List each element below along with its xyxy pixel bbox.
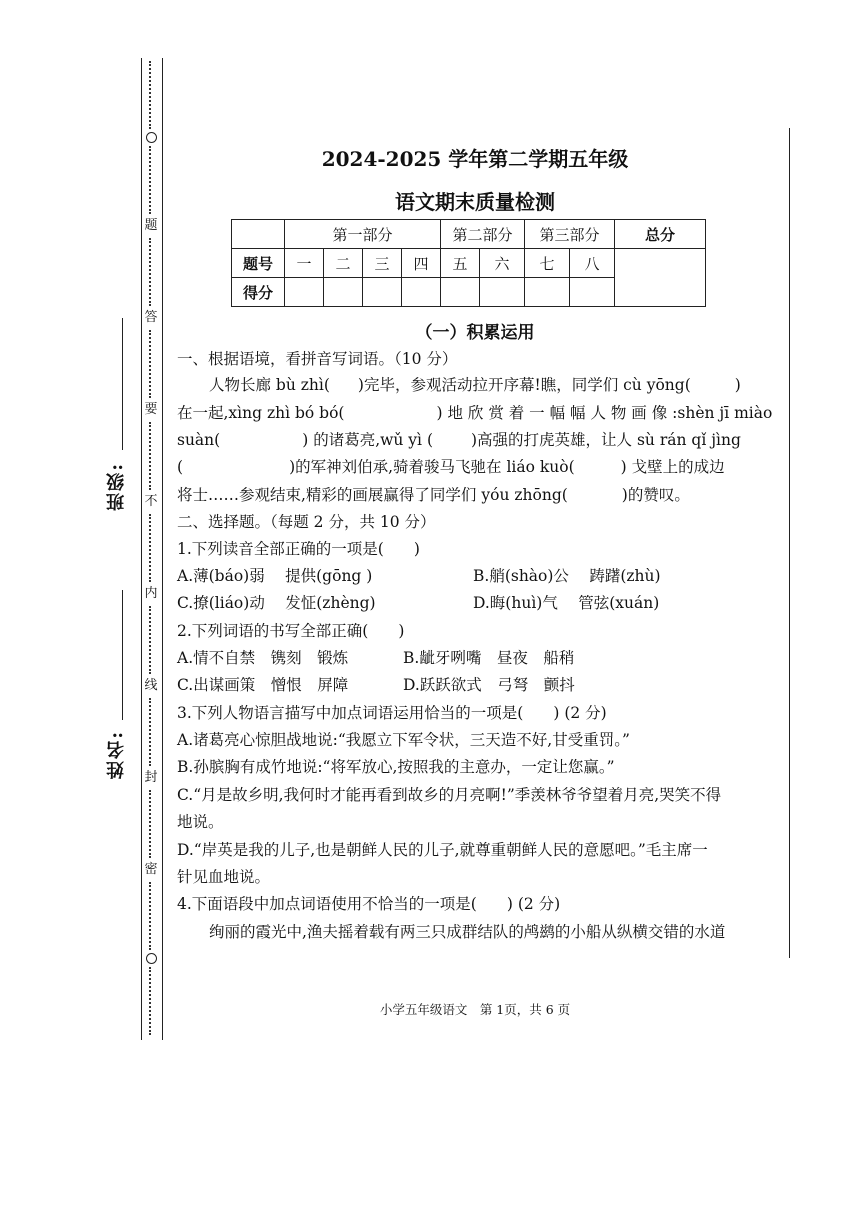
option-d[interactable]: D.“岸英是我的儿子,也是朝鲜人民的儿子,就尊重朝鲜人民的意愿吧。”毛主席一 [177, 841, 708, 859]
option-d-cont: 针见血地说。 [177, 868, 271, 886]
sub-question-2: 2.下列词语的书写全部正确( ) [177, 622, 405, 640]
q1-line: 将士……参观结束,精彩的画展赢得了同学们 yóu zhōng( )的赞叹。 [177, 486, 690, 504]
option-c[interactable]: C.出谋画策 憎恨 屏障 [177, 676, 349, 694]
ring-icon [146, 953, 157, 964]
option-row [177, 648, 777, 668]
option-row [177, 566, 777, 586]
score-cell[interactable] [441, 278, 480, 307]
score-cell[interactable] [480, 278, 525, 307]
margin-line-inner [162, 58, 163, 1040]
option-d[interactable]: D.晦(huì)气 管弦(xuán) [473, 594, 660, 612]
seal-line [144, 58, 158, 1038]
score-cell[interactable] [525, 278, 570, 307]
total-header: 总分 [615, 220, 706, 249]
row-label-number: 题号 [232, 249, 285, 278]
score-cell[interactable] [363, 278, 402, 307]
option-a[interactable]: A.薄(báo)弱 提供(gōng ) [177, 567, 373, 585]
question-number: 五 [441, 249, 480, 278]
question-number: 一 [285, 249, 324, 278]
question-number: 七 [525, 249, 570, 278]
question-number: 三 [363, 249, 402, 278]
question-number: 六 [480, 249, 525, 278]
option-row [177, 675, 777, 695]
part1-header: 第一部分 [285, 220, 441, 249]
ring-icon [146, 132, 157, 143]
q1-line: ( )的军神刘伯承,骑着骏马飞驰在 liáo kuò( ) 戈壁上的成边 [177, 458, 725, 476]
page-edge-line [789, 128, 790, 958]
seal-char: 答 [144, 310, 158, 325]
option-c[interactable]: C.“月是故乡明,我何时才能再看到故乡的月亮啊!”季羡林爷爷望着月亮,哭笑不得 [177, 786, 722, 804]
class-underline [122, 318, 123, 450]
option-c[interactable]: C.撩(liáo)动 发怔(zhèng) [177, 594, 376, 612]
seal-char: 题 [144, 218, 158, 233]
sub-question-3: 3.下列人物语言描写中加点词语运用恰当的一项是( ) (2 分) [177, 704, 607, 722]
question-number: 八 [570, 249, 615, 278]
margin-line-outer [141, 58, 142, 1040]
section-title: （一）积累运用 [415, 323, 535, 343]
seal-char: 密 [144, 862, 158, 877]
name-underline [122, 590, 123, 720]
option-b[interactable]: B.孙膑胸有成竹地说:“将军放心,按照我的主意办，一定让您赢。” [177, 758, 615, 776]
q2-heading: 二、选择题。（每题 2 分，共 10 分） [177, 513, 436, 531]
option-b[interactable]: B.艄(shào)公 踌躇(zhù) [473, 567, 661, 585]
question-number: 二 [324, 249, 363, 278]
part3-header: 第三部分 [525, 220, 615, 249]
option-a[interactable]: A.情不自禁 镌刻 锻炼 [177, 649, 349, 667]
part2-header: 第二部分 [441, 220, 525, 249]
option-row [177, 593, 777, 613]
score-cell[interactable] [402, 278, 441, 307]
seal-char: 要 [144, 402, 158, 417]
option-b[interactable]: B.龇牙咧嘴 昼夜 船稍 [403, 649, 575, 667]
table-row [232, 249, 706, 278]
seal-char: 不 [144, 494, 158, 509]
score-cell[interactable] [285, 278, 324, 307]
name-label: 姓名: [106, 730, 127, 779]
q1-line: 人物长廊 bù zhì( )完毕，参观活动拉开序幕!瞧，同学们 cù yōng( ) [209, 376, 741, 394]
seal-char: 内 [144, 586, 158, 601]
q1-line: suàn( ) 的诸葛亮,wǔ yì ( )高强的打虎英雄，让人 sù rán qǐ jìng [177, 431, 741, 449]
seal-char: 线 [144, 678, 158, 693]
option-a[interactable]: A.诸葛亮心惊胆战地说:“我愿立下军令状，三天造不好,甘受重罚。” [177, 731, 630, 749]
seal-char: 封 [144, 770, 158, 785]
row-label-score: 得分 [232, 278, 285, 307]
passage-text: 绚丽的霞光中,渔夫摇着载有两三只成群结队的鸬鹚的小船从纵横交错的水道 [209, 923, 726, 941]
score-table [231, 219, 706, 307]
sub-question-1: 1.下列读音全部正确的一项是( ) [177, 540, 420, 558]
q1-heading: 一、根据语境，看拼音写词语。（10 分） [177, 350, 458, 368]
option-d[interactable]: D.跃跃欲式 弓弩 颤抖 [403, 676, 575, 694]
page-footer: 小学五年级语文 第 1页，共 6 页 [379, 1002, 571, 1017]
sub-question-4: 4.下面语段中加点词语使用不恰当的一项是( ) (2 分) [177, 895, 561, 913]
table-row [232, 220, 706, 249]
total-score-cell[interactable] [615, 249, 706, 307]
q1-line: 在一起,xìng zhì bó bó( ) 地 欣 赏 着 一 幅 幅 人 物 画 像 :shèn jī miào [177, 404, 773, 422]
question-number: 四 [402, 249, 441, 278]
class-label: 班级: [106, 462, 127, 511]
exam-subtitle: 语文期末质量检测 [395, 190, 555, 214]
score-cell[interactable] [324, 278, 363, 307]
exam-title: 2024-2025 学年第二学期五年级 [321, 147, 629, 171]
score-cell[interactable] [570, 278, 615, 307]
option-c-cont: 地说。 [177, 813, 224, 831]
